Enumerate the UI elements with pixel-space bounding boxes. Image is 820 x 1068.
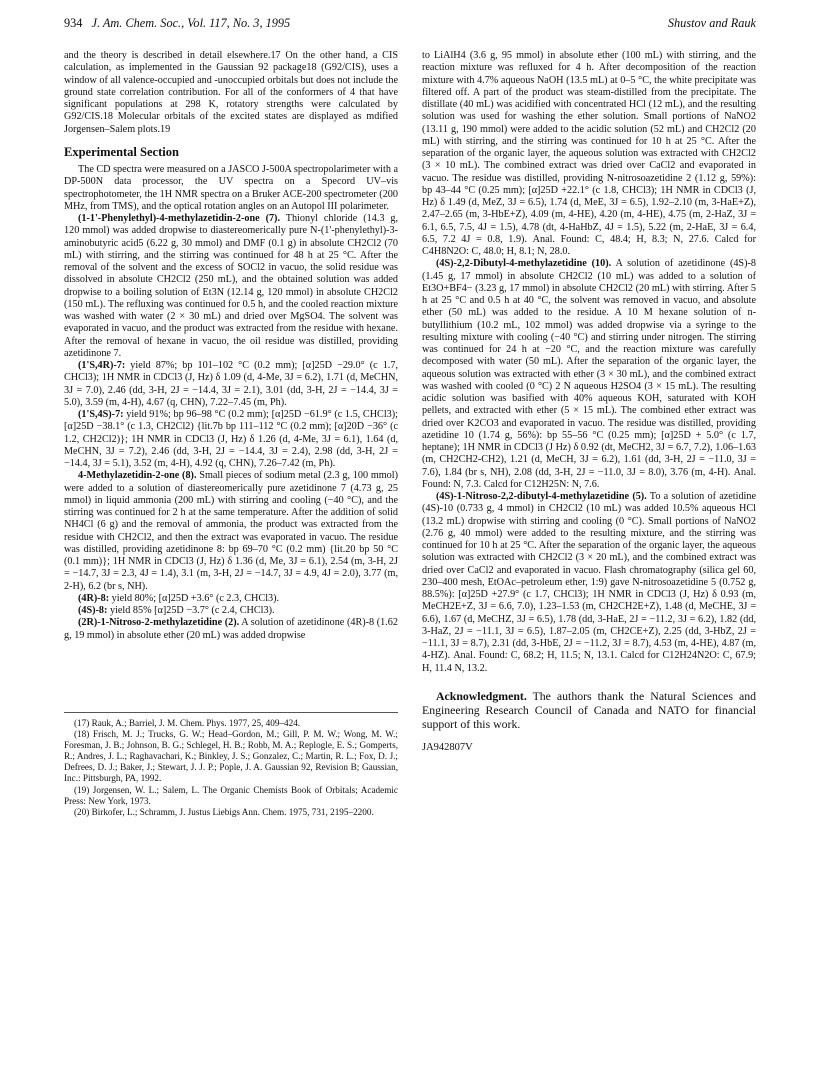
acknowledgment-paragraph <box>422 689 756 732</box>
compound-8a-title: (4R)-8: <box>78 592 110 604</box>
compound-5-body: To a solution of azetidine (4S)-10 (0.733 g, 4 mmol) in CH2Cl2 (10 mL) was added 10.5% aqueous HCl (13.2 mL) dropwise with stirring and cooling (0 °C). Small portions of NaNO2 (2.76 g, 40 mmol) were added to the resulting mixture, and the stirring was continued for 10 h at 25 °C. After the separation of the organic layer, the aqueous solution was extracted with CH2Cl2 (3 × 20 mL), and the combined extract was dried over CaCl2 and evaporated in vacuo. Flash chromatography (silica gel 60, 230–400 mesh, EtOAc–petroleum ether, 1:9) gave N-nitrosoazetidine 5 (0.752 g, 88.5%): [α]25D +27.9° (c 1.7, CHCl3); 1H NMR in CDCl3 (J, Hz) δ 0.93 (m, MeCH2E+Z, 3J = 6.6, 7.0), 1.23–1.53 (m, CH2CH2E+Z), 1.48 (d, MeCHE, 3J = 6.6), 1.67 (d, MeCHZ, 3J = 6.5), 1.78 (dd, 3-HaE, 2J = −11.2, 3J = 6.2), 1.82 (dd, 3-HaZ, 2J = −11.1, 3J = 6.5), 1.87–2.05 (m, CH2CE+Z), 2.25 (dd, 3-HbZ, 2J = −11.1, 3J = 8.7), 2.31 (dd, 3-HbE, 2J = −11.2, 3J = 8.7), 4.53 (m, 4-HE), 4.87 (m, 4-HZ). Anal. Found: C, 68.2; H, 11.5; N, 13.1. Calcd for C12H24N2O: C, 67.9; H, 11.4 N, 13.2. <box>422 491 756 674</box>
running-head-authors: Shustov and Rauk <box>667 16 756 30</box>
general-methods-paragraph: The CD spectra were measured on a JASCO J-500A spectropolarimeter with a DP-500N data processor, the UV spectra on a Specord UV–vis spectrophotometer, the 1H NMR spectra on a Bruker ACE-200 spectrometer (200 MHz, from TMS), and the optical rotation angles on an Autopol III polarimeter. <box>64 164 398 212</box>
compound-5-title: (4S)-1-Nitroso-2,2-dibutyl-4-methylazetidine (5). <box>436 491 647 502</box>
compound-8-body: Small pieces of sodium metal (2.3 g, 100 mmol) were added to a solution of diastereomerically pure azetidinone 7 (4.73 g, 25 mmol) in liquid ammonia (200 mL) with stirring and cooling (−40 °C), and the stirring was continued for 2 h at the same temperature. After the addition of solid NH4Cl (6 g) and the removal of ammonia, the product was extracted from the residue with CH2Cl2, and then the extract was evaporated in vacuo. The residue was distilled, providing azetidinone 8: bp 69–70 °C (0.2 mm) {lit.20 bp 50 °C (0.1 mm)}; 1H NMR in CDCl3 (J, Hz) δ 1.36 (d, Me, 3J = 6.1), 2.54 (m, 3-H, 2J = −14.7, 3J = 2.3, 4J = 1.4), 3.1 (m, 3-H, 2J = −14.7, 3J = 4.9, 4J = 2.0), 3.77 (m, 2-H), 6.2 (br s, NH). <box>64 470 399 592</box>
compound-10-title: (4S)-2,2-Dibutyl-4-methylazetidine (10). <box>436 258 612 270</box>
compound-8a-body: yield 80%; [α]25D +3.6° (c 2.3, CHCl3). <box>109 592 280 604</box>
intro-paragraph: and the theory is described in detail elsewhere.17 On the other hand, a CIS calculation, as implemented in the Gaussian 92 package18 (G92/CIS), uses a window of all valence-occupied and -unoccupied orbitals but does not include the ground state correlation contribution. For all of the conformers of 4 that have significant populations at 298 K, rotatory strengths were calculated by G92/CIS.18 Molecular orbitals of the excited states are displayed as mdified Jorgensen–Salem plots.19 <box>64 50 398 135</box>
compound-7-paragraph <box>64 213 398 360</box>
compound-10-body: A solution of azetidinone (4S)-8 (1.45 g, 17 mmol) in absolute CH2Cl2 (10 mL) was added to a solution of Et3O+BF4− (3.23 g, 17 mmol) in absolute CH2Cl2 (20 mL) with stirring. After 5 h at 25 °C and 0.5 h at 40 °C, the solvent was removed in vacuo, and absolute ether (50 mL) was added to the residue. A 10 M hexane solution of n-butyllithium (10.2 mL, 102 mmol) was added dropwise via a syringe to the resulting mixture with cooling (−40 °C) and stirring under nitrogen. The stirring was continued for 24 h at −20 °C, and the reaction mixture was carefully decomposed with water (50 mL). After the separation of the organic layer, the aqueous solution was extracted with ether (3 × 30 mL), and the combined extract was washed with cooled (0 °C) 2 N aqueous H2SO4 (3 × 15 mL). The resulting acidic solution was basified with 40% aqueous KOH, saturated with KOH pellets, and extracted with ether (5 × 15 mL). The combined ether extract was dried over K2CO3 and evaporated in vacuo. The residue was distilled, providing azetidine 10 (1.74 g, 56%): bp 55–56 °C (0.25 mm); [α]25D + 5.0° (c 1.7, heptane); 1H NMR in CDCl3 (J Hz) δ 0.92 (dt, MeCH2, 3J = 6.7, 7.2), 1.06–1.63 (m, CH2CH2-CH2), 1.21 (d, MeCH, 3J = 6.2), 1.61 (dd, 3-H, 2J = −11.0, 3J = 7.6), 1.84 (br s, NH), 2.08 (dd, 3-H, 2J = −11.0, 3J = 8.0), 3.76 (m, 4-H). Anal. Found: N, 7.3. Calcd for C12H25N: N, 7.6. <box>422 258 756 490</box>
manuscript-code: JA942807V <box>422 741 473 753</box>
compound-8b-body: yield 85% [α]25D −3.7° (c 2.4, CHCl3). <box>107 605 275 616</box>
compound-2-paragraph <box>64 617 398 642</box>
compound-8b-paragraph <box>64 605 398 617</box>
compound-7a-paragraph <box>64 360 398 409</box>
compound-8b-title: (4S)-8: <box>78 605 108 616</box>
compound-7b-paragraph <box>64 409 398 470</box>
acknowledgment-title: Acknowledgment. <box>436 688 527 703</box>
compound-7b-body: yield 91%; bp 96–98 °C (0.2 mm); [α]25D −61.9° (c 1.5, CHCl3); [α]25D −38.1° (c 1.3, CH2Cl2) {lit.7b bp 111–112 °C (0.2 mm); [α]20D −36° (c 1.2, CH2Cl2)}; 1H NMR in CDCl3 (J, Hz) δ 1.26 (d, 4-Me, 3J = 6.1), 1.64 (d, MeCHN, 3J = 7.2), 2.46 (dd, 3-H, 2J = −14.4, 3J = 2.4), 2.98 (dd, 3-H, 2J = −14.4, 3J = 5.1), 3.52 (m, 4-H), 4.92 (q, CHN), 7.26–7.42 (m, Ph). <box>64 409 398 469</box>
running-head-left <box>64 16 290 31</box>
footnote: (17) Rauk, A.; Barriel, J. M. Chem. Phys. 1977, 25, 409–424. <box>74 718 301 728</box>
running-head <box>64 16 756 34</box>
compound-8-paragraph <box>64 470 398 593</box>
section-title: Experimental Section <box>64 144 179 159</box>
right-column <box>422 50 756 754</box>
compound-7a-body: yield 87%; bp 101–102 °C (0.2 mm); [α]25D −29.0° (c 1.7, CHCl3); 1H NMR in CDCl3 (J, Hz) δ 1.09 (d, 4-Me, 3J = 6.2), 1.71 (d, MeCHN, 3J = 7.0), 2.46 (dd, 3-H, 2J = −14.4, 3J = 2.1), 3.01 (dd, 3-H, 2J = −14.4, 3J = 5.0), 3.59 (m, 4-H), 4.67 (q, CHN), 7.22–7.45 (m, Ph). <box>64 360 398 408</box>
footnote: (19) Jorgensen, W. L.; Salem, L. The Organic Chemists Book of Orbitals; Academic Press: New York, 1973. <box>64 784 398 806</box>
footnotes <box>64 712 398 818</box>
acknowledgment-body: The authors thank the Natural Sciences and Engineering Research Council of Canada and NATO for financial support of this work. <box>422 688 756 732</box>
page-number: 934 <box>64 16 83 30</box>
left-column <box>64 50 398 642</box>
compound-2-body: A solution of azetidinone (4R)-8 (1.62 g, 19 mmol) in absolute ether (20 mL) was added dropwise <box>64 617 398 641</box>
footnote: (18) Frisch, M. J.; Trucks, G. W.; Head–Gordon, M.; Gill, P. M. W.; Wong, M. W.; Foresman, J. B.; Johnson, B. G.; Schlegel, H. B.; Robb, M. A.; Replogle, E. S.; Gomperts, R.; Andres, J. L.; Raghavachari, K.; Binkley, J. S.; Gonzalez, C.; Martin, R. L.; Fox, D. J.; Defrees, D. J.; Baker, J.; Stewart, J. J. P.; Pople, J. A. Gaussian 92, Revision B; Gaussian, Inc.: Pittsburgh, PA, 1992. <box>64 729 398 784</box>
compound-2-continuation: to LiAlH4 (3.6 g, 95 mmol) in absolute ether (100 mL) with stirring, and the reaction mixture was refluxed for 4 h. After decomposition of the reaction mixture with 4.7% aqueous NaOH (13.5 mL) at 0–5 °C, the white precipitate was filtered off. A part of the product was steam-distilled from the precipitate. The distillate (40 mL) was acidified with concentrated HCl (12 mL), and the resulting solution was used for washing the ether solution. Small portions of NaNO2 (13.11 g, 190 mmol) were added to the acidic solution (52 mL) and CH2Cl2 (20 mL) with stirring, and the stirring was continued for 10 h at 25 °C. After the separation of the organic layer, the aqueous solution was extracted with CH2Cl2 (3 × 10 mL). The combined extract was dried over CaCl2 and evaporated in vacuo. The residue was distilled, providing N-nitrosoazetidine 2 (1.12 g, 59%): bp 43–44 °C (0.25 mm); [α]25D +22.1° (c 1.8, CHCl3); 1H NMR in CDCl3 (J, Hz) δ 1.49 (d, MeZ, 3J = 6.5), 1.74 (d, MeE, 3J = 6.5), 1.92–2.10 (m, 3-HaE+Z), 2.47–2.65 (m, 3-HbE+Z), 4.09 (m, 4-HE), 4.20 (m, 4-HE), 4.75 (m, 2-HaZ, 3J = 6.1, 6.5, 7.5, 4J = 1.5), 4.78 (dt, 4-HaHbZ, 4J = 1.5), 5.22 (m, 2-HaE, 3J = 6.4, 6.5, 7.2 4J = 0.8, 1.9). Anal. Found: C, 48.4; H, 8.3; N, 27.6. Calcd for C4H8N2O: C, 48.0; H, 8.1; N, 28.0. <box>422 50 756 257</box>
compound-8a-paragraph <box>64 593 398 605</box>
footnote: (20) Birkofer, L.; Schramm, J. Justus Liebigs Ann. Chem. 1975, 731, 2195–2200. <box>74 806 374 817</box>
compound-7a-title: (1'S,4R)-7: <box>78 360 126 371</box>
compound-8-title: 4-Methylazetidin-2-one (8). <box>78 470 197 482</box>
compound-5-paragraph <box>422 491 756 675</box>
compound-7-title: (1-1'-Phenylethyl)-4-methylazetidin-2-one (7). <box>78 213 280 224</box>
compound-7b-title: (1'S,4S)-7: <box>78 409 124 420</box>
compound-2-title: (2R)-1-Nitroso-2-methylazetidine (2). <box>78 617 240 629</box>
compound-7-body: Thionyl chloride (14.3 g, 120 mmol) was added dropwise to diastereomerically pure N-(1'-phenylethyl)-3-aminobutyric acid5 (6.22 g, 30 mmol) and DMF (0.1 g) in absolute CH2Cl2 (70 mL) with stirring, and the stirring was continued for 48 h at 25 °C. After the removal of the solvent and the excess of SOCl2 in vacuo, the solid residue was dissolved in absolute CH2Cl2 (250 mL), and the obtained solution was added dropwise to a boiling solution of Et3N (12.14 g, 120 mmol) in absolute CH2Cl2 (150 mL). The refluxing was continued for 0.5 h, and the cooled reaction mixture was washed with water (2 × 30 mL) and dried over MgSO4. The solvent was evaporated in vacuo, and the product was extracted from the residue with hexane. After the removal of hexane in vacuo, the oil residue was distilled, providing azetidinone 7. <box>64 213 398 359</box>
compound-10-paragraph <box>422 258 756 491</box>
journal-citation: J. Am. Chem. Soc., Vol. 117, No. 3, 1995 <box>91 16 291 30</box>
